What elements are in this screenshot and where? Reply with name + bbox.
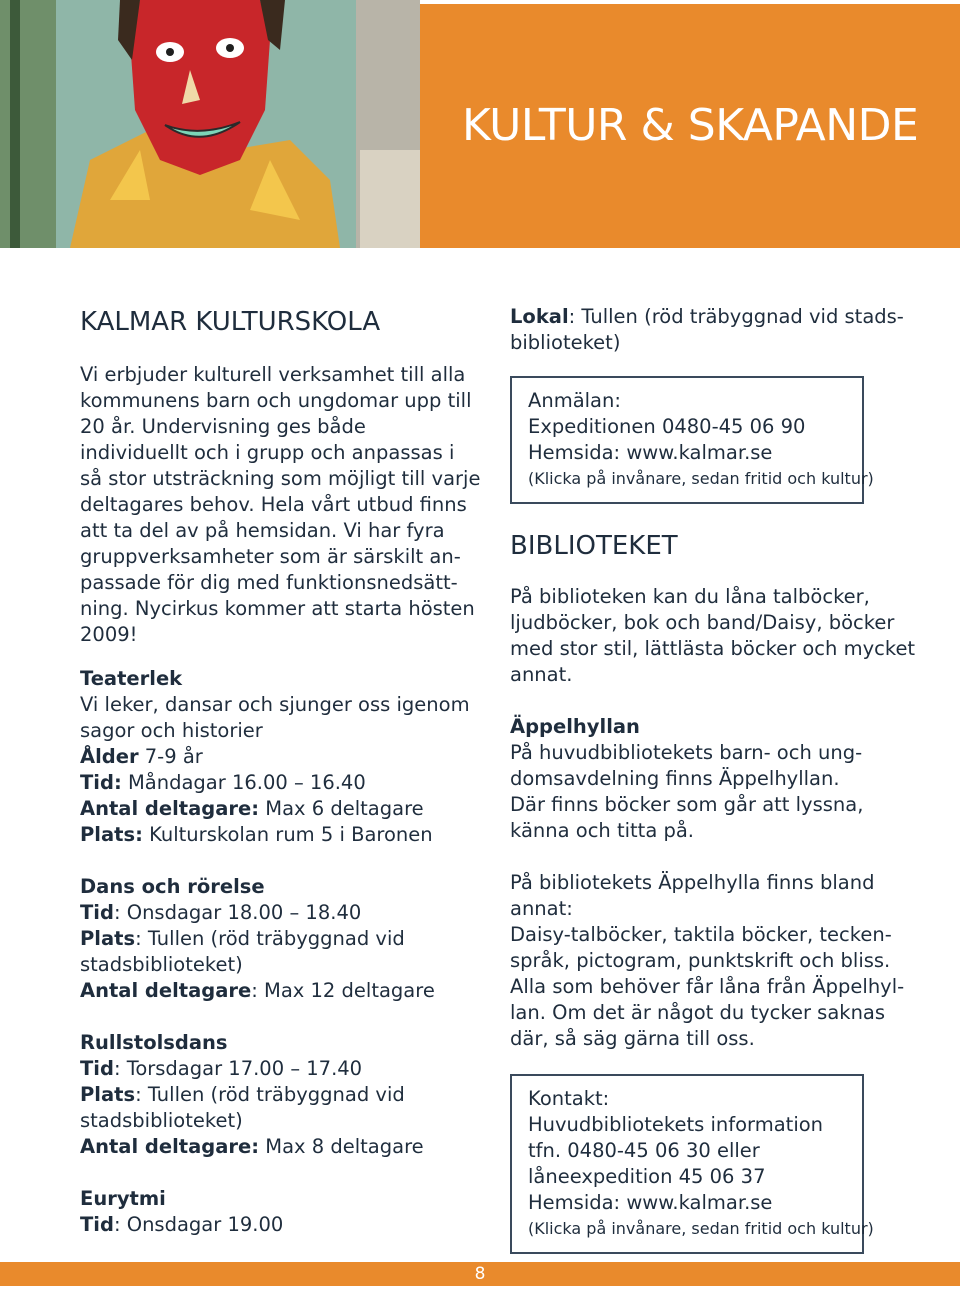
value: : Onsdagar 18.00 – 18.40 [113,901,362,924]
label: Plats [80,927,136,950]
subheading-dans: Dans och rörelse [80,875,265,898]
box-line: tfn. 0480-45 06 30 eller [528,1139,760,1162]
box-line: Expeditionen 0480-45 06 90 [528,415,806,438]
child-painting-portrait-image [0,0,420,248]
box-line: Kontakt: [528,1087,610,1110]
value: Max 6 deltagare [259,797,424,820]
text-line: stadsbiblioteket) [80,1109,243,1132]
text-line: passade för dig med funktionsnedsätt- [80,571,458,594]
label: Lokal [510,305,569,328]
label: Tid [80,1057,114,1080]
kulturskola-intro [80,362,481,648]
value: Kulturskolan rum 5 i Baronen [142,823,433,846]
value: Måndagar 16.00 – 16.40 [121,771,366,794]
subheading-rullstolsdans: Rullstolsdans [80,1031,228,1054]
label: Antal deltagare: [80,797,260,820]
text-line: 20 år. Undervisning ges både [80,415,366,438]
text-line: språk, pictogram, punktskrift och bliss. [510,949,891,972]
kontakt-info-box [510,1074,874,1254]
box-line: Anmälan: [528,389,621,412]
info-row-time [80,770,460,796]
subheading-teaterlek: Teaterlek [80,667,183,690]
biblioteket-intro [510,584,916,688]
text-line: På bibliotekets Äppelhylla finns bland [510,871,875,894]
section-heading-biblioteket: BIBLIOTEKET [510,531,678,561]
text-line: deltagares behov. Hela vårt utbud finns [80,493,467,516]
value: 7-9 år [138,745,203,768]
box-line: (Klicka på invånare, sedan fritid och kultur) [528,469,874,488]
info-row-place [80,1082,460,1108]
page-number: 8 [474,1264,486,1284]
label: Tid [80,1213,114,1236]
info-row-time [80,900,460,926]
text-line: 2009! [80,623,138,646]
eurytmi-section [80,1186,460,1238]
box-line: Hemsida: www.kalmar.se [528,441,773,464]
text-line: gruppverksamheter som är särskilt an- [80,545,461,568]
value: : Onsdagar 19.00 [113,1213,284,1236]
appelhylla-details [510,870,910,1052]
text-line: kommunens barn och ungdomar upp till [80,389,472,412]
text-line: lan. Om det är något du tycker saknas [510,1001,886,1024]
label: Plats [80,1083,136,1106]
label: Antal deltagare [80,979,252,1002]
label: Antal deltagare: [80,1135,260,1158]
info-row-place [80,926,460,952]
value: Max 8 deltagare [259,1135,424,1158]
text-line: Daisy-talböcker, taktila böcker, tecken- [510,923,892,946]
text-line: med stor stil, lättlästa böcker och mycket [510,637,916,660]
info-row-time [80,1056,460,1082]
box-line: Hemsida: www.kalmar.se [528,1191,773,1214]
box-line: (Klicka på invånare, sedan fritid och kultur) [528,1219,874,1238]
text-line: Vi leker, dansar och sjunger oss igenom [80,693,470,716]
right-column [510,304,916,1254]
page-header [0,0,960,248]
text-line: annat: [510,897,573,920]
text-line: där, så säg gärna till oss. [510,1027,755,1050]
dans-section [80,874,460,1004]
text-line: ljudböcker, bok och band/Daisy, böcker [510,611,895,634]
label: Plats: [80,823,143,846]
page-title: KULTUR & SKAPANDE [462,100,919,151]
text-line: domsavdelning finns Äppelhyllan. [510,767,840,790]
appelhyllan-section [510,714,910,844]
text-line: individuellt och i grupp och anpassas i [80,441,455,464]
rullstolsdans-section [80,1030,460,1160]
text-line: biblioteket) [510,331,621,354]
value: : Max 12 deltagare [251,979,435,1002]
lokal-row [510,304,910,330]
teaterlek-section [80,666,470,848]
value: : Torsdagar 17.00 – 17.40 [113,1057,363,1080]
text-line: sagor och historier [80,719,263,742]
info-row-count [80,1134,460,1160]
section-heading-kulturskola: KALMAR KULTURSKOLA [80,307,381,337]
anmalan-info-box [510,376,874,504]
info-row-count [80,978,460,1004]
left-column [80,306,481,1238]
box-line: Huvudbibliotekets information [528,1113,824,1136]
text-line: att ta del av på hemsidan. Vi har fyra [80,519,445,542]
subheading-appelhyllan: Äppelhyllan [510,715,640,738]
info-row-time [80,1212,460,1238]
text-line: så stor utsträckning som möjligt till varje [80,467,481,490]
text-line: annat. [510,663,573,686]
text-line: Vi erbjuder kulturell verksamhet till alla [80,363,466,386]
info-row-age [80,744,460,770]
info-row-count [80,796,460,822]
text-line: ning. Nycirkus kommer att starta hösten [80,597,475,620]
text-line: På huvudbibliotekets barn- och ung- [510,741,863,764]
text-line: stadsbiblioteket) [80,953,243,976]
text-line: Alla som behöver får låna från Äppelhyl- [510,975,905,998]
text-line: Där finns böcker som går att lyssna, [510,793,864,816]
info-row-place [80,822,460,848]
label: Tid: [80,771,122,794]
label: Tid [80,901,114,924]
value: : Tullen (röd träbyggnad vid stads- [568,305,904,328]
text-line: känna och titta på. [510,819,695,842]
label: Ålder [80,745,139,768]
text-line: På biblioteken kan du låna talböcker, [510,585,870,608]
box-line: låneexpedition 45 06 37 [528,1165,766,1188]
value: : Tullen (röd träbyggnad vid [135,1083,405,1106]
value: : Tullen (röd träbyggnad vid [135,927,405,950]
subheading-eurytmi: Eurytmi [80,1187,166,1210]
